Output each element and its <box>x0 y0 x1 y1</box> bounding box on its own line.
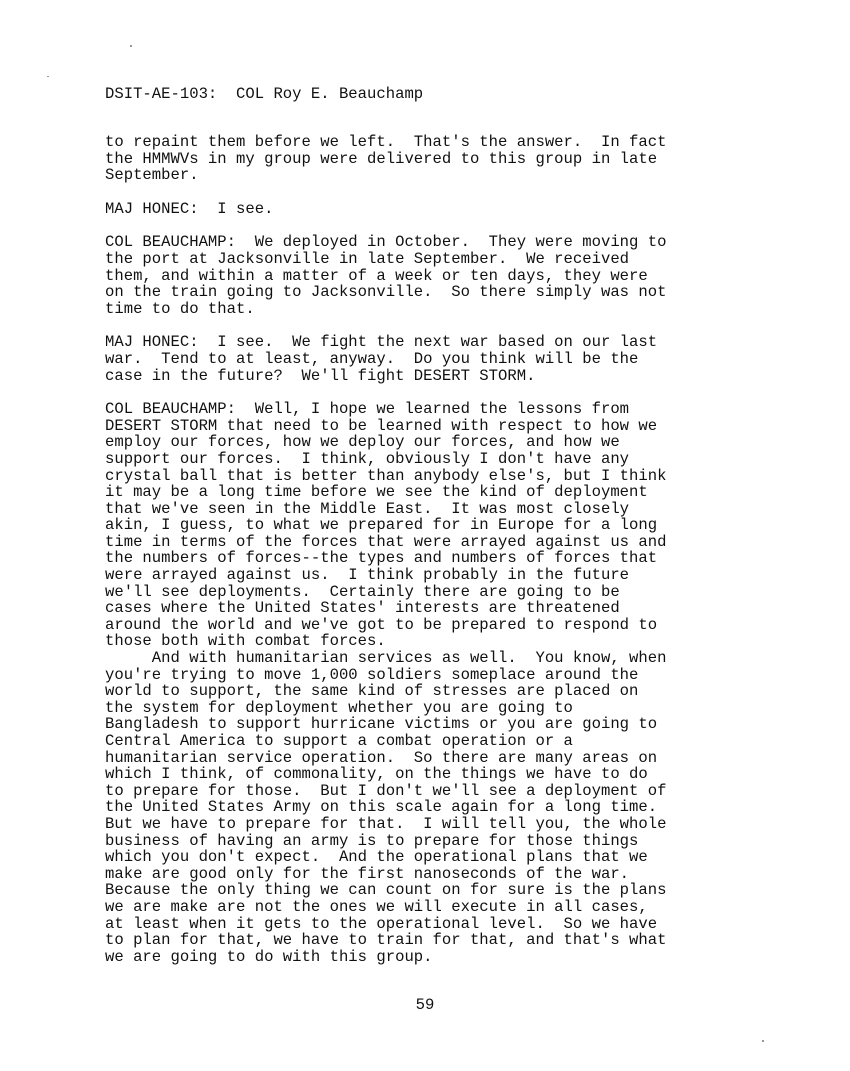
text-line: to plan for that, we have to train for that, and that's what <box>105 931 667 950</box>
text-line: crystal ball that is better than anybody else's, but I think <box>105 466 667 485</box>
text-line: the numbers of forces--the types and numbers of forces that <box>105 549 658 568</box>
text-line: support our forces. I think, obviously I don't have any <box>105 449 630 468</box>
text-line: we'll see deployments. Certainly there are going to be <box>105 582 620 601</box>
text-line: you're trying to move 1,000 soldiers someplace around the <box>105 665 639 684</box>
text-line: But we have to prepare for that. I will tell you, the whole <box>105 814 667 833</box>
text-line: which I think, of commonality, on the things we have to do <box>105 765 648 784</box>
text-line: September. <box>105 166 199 185</box>
text-line: DESERT STORM that need to be learned with respect to how we <box>105 416 658 435</box>
page-number: 59 <box>415 996 435 1014</box>
transcript-paragraph <box>105 234 825 317</box>
text-line: the port at Jacksonville in late September. We received <box>105 249 630 268</box>
text-line: employ our forces, how we deploy our forces, and how we <box>105 433 620 452</box>
text-line: were arrayed against us. I think probably in the future <box>105 566 630 585</box>
text-line: around the world and we've got to be prepared to respond to <box>105 615 658 634</box>
text-line: MAJ HONEC: I see. We fight the next war based on our last <box>105 333 658 352</box>
text-line: time to do that. <box>105 299 255 318</box>
text-line: COL BEAUCHAMP: We deployed in October. They were moving to <box>105 233 667 252</box>
text-line: Because the only thing we can count on for sure is the plans <box>105 881 667 900</box>
text-line: the HMMWVs in my group were delivered to this group in late <box>105 149 658 168</box>
text-line: cases where the United States' interests are threatened <box>105 599 620 618</box>
text-line: those both with combat forces. <box>105 632 386 651</box>
text-line: And with humanitarian services as well. You know, when <box>105 649 667 668</box>
text-line: make are good only for the first nanoseconds of the war. <box>105 864 630 883</box>
text-line: war. Tend to at least, anyway. Do you think will be the <box>105 349 639 368</box>
scan-speck <box>130 45 132 47</box>
transcript-paragraph <box>105 201 825 218</box>
text-line: them, and within a matter of a week or ten days, they were <box>105 266 648 285</box>
transcript-paragraph <box>105 401 825 650</box>
text-line: world to support, the same kind of stresses are placed on <box>105 682 639 701</box>
text-line: MAJ HONEC: I see. <box>105 199 274 218</box>
scan-speck <box>762 1040 764 1042</box>
text-line: the United States Army on this scale again for a long time. <box>105 798 658 817</box>
transcript-paragraph <box>105 134 825 184</box>
text-line: that we've seen in the Middle East. It was most closely <box>105 499 630 518</box>
text-line: on the train going to Jacksonville. So there simply was not <box>105 283 667 302</box>
text-line: to prepare for those. But I don't we'll see a deployment of <box>105 781 667 800</box>
transcript-body <box>105 134 825 965</box>
text-line: we are make are not the ones we will execute in all cases, <box>105 897 648 916</box>
text-line: case in the future? We'll fight DESERT STORM. <box>105 366 536 385</box>
scan-speck <box>47 76 49 77</box>
text-line: Central America to support a combat operation or a <box>105 732 573 750</box>
text-line: COL BEAUCHAMP: Well, I hope we learned the lessons from <box>105 400 630 419</box>
document-header: DSIT-AE-103: COL Roy E. Beauchamp <box>105 85 424 103</box>
text-line: business of having an army is to prepare for those things <box>105 831 639 850</box>
text-line: time in terms of the forces that were arrayed against us and <box>105 532 667 551</box>
transcript-paragraph <box>105 334 825 384</box>
transcript-paragraph <box>105 650 825 965</box>
text-line: to repaint them before we left. That's the answer. In fact <box>105 133 667 151</box>
text-line: we are going to do with this group. <box>105 947 433 966</box>
text-line: which you don't expect. And the operational plans that we <box>105 848 648 867</box>
text-line: the system for deployment whether you are going to <box>105 698 573 717</box>
text-line: humanitarian service operation. So there are many areas on <box>105 748 658 767</box>
text-line: it may be a long time before we see the kind of deployment <box>105 483 648 502</box>
text-line: Bangladesh to support hurricane victims or you are going to <box>105 715 658 734</box>
text-line: at least when it gets to the operational level. So we have <box>105 914 658 933</box>
text-line: akin, I guess, to what we prepared for in Europe for a long <box>105 516 658 535</box>
